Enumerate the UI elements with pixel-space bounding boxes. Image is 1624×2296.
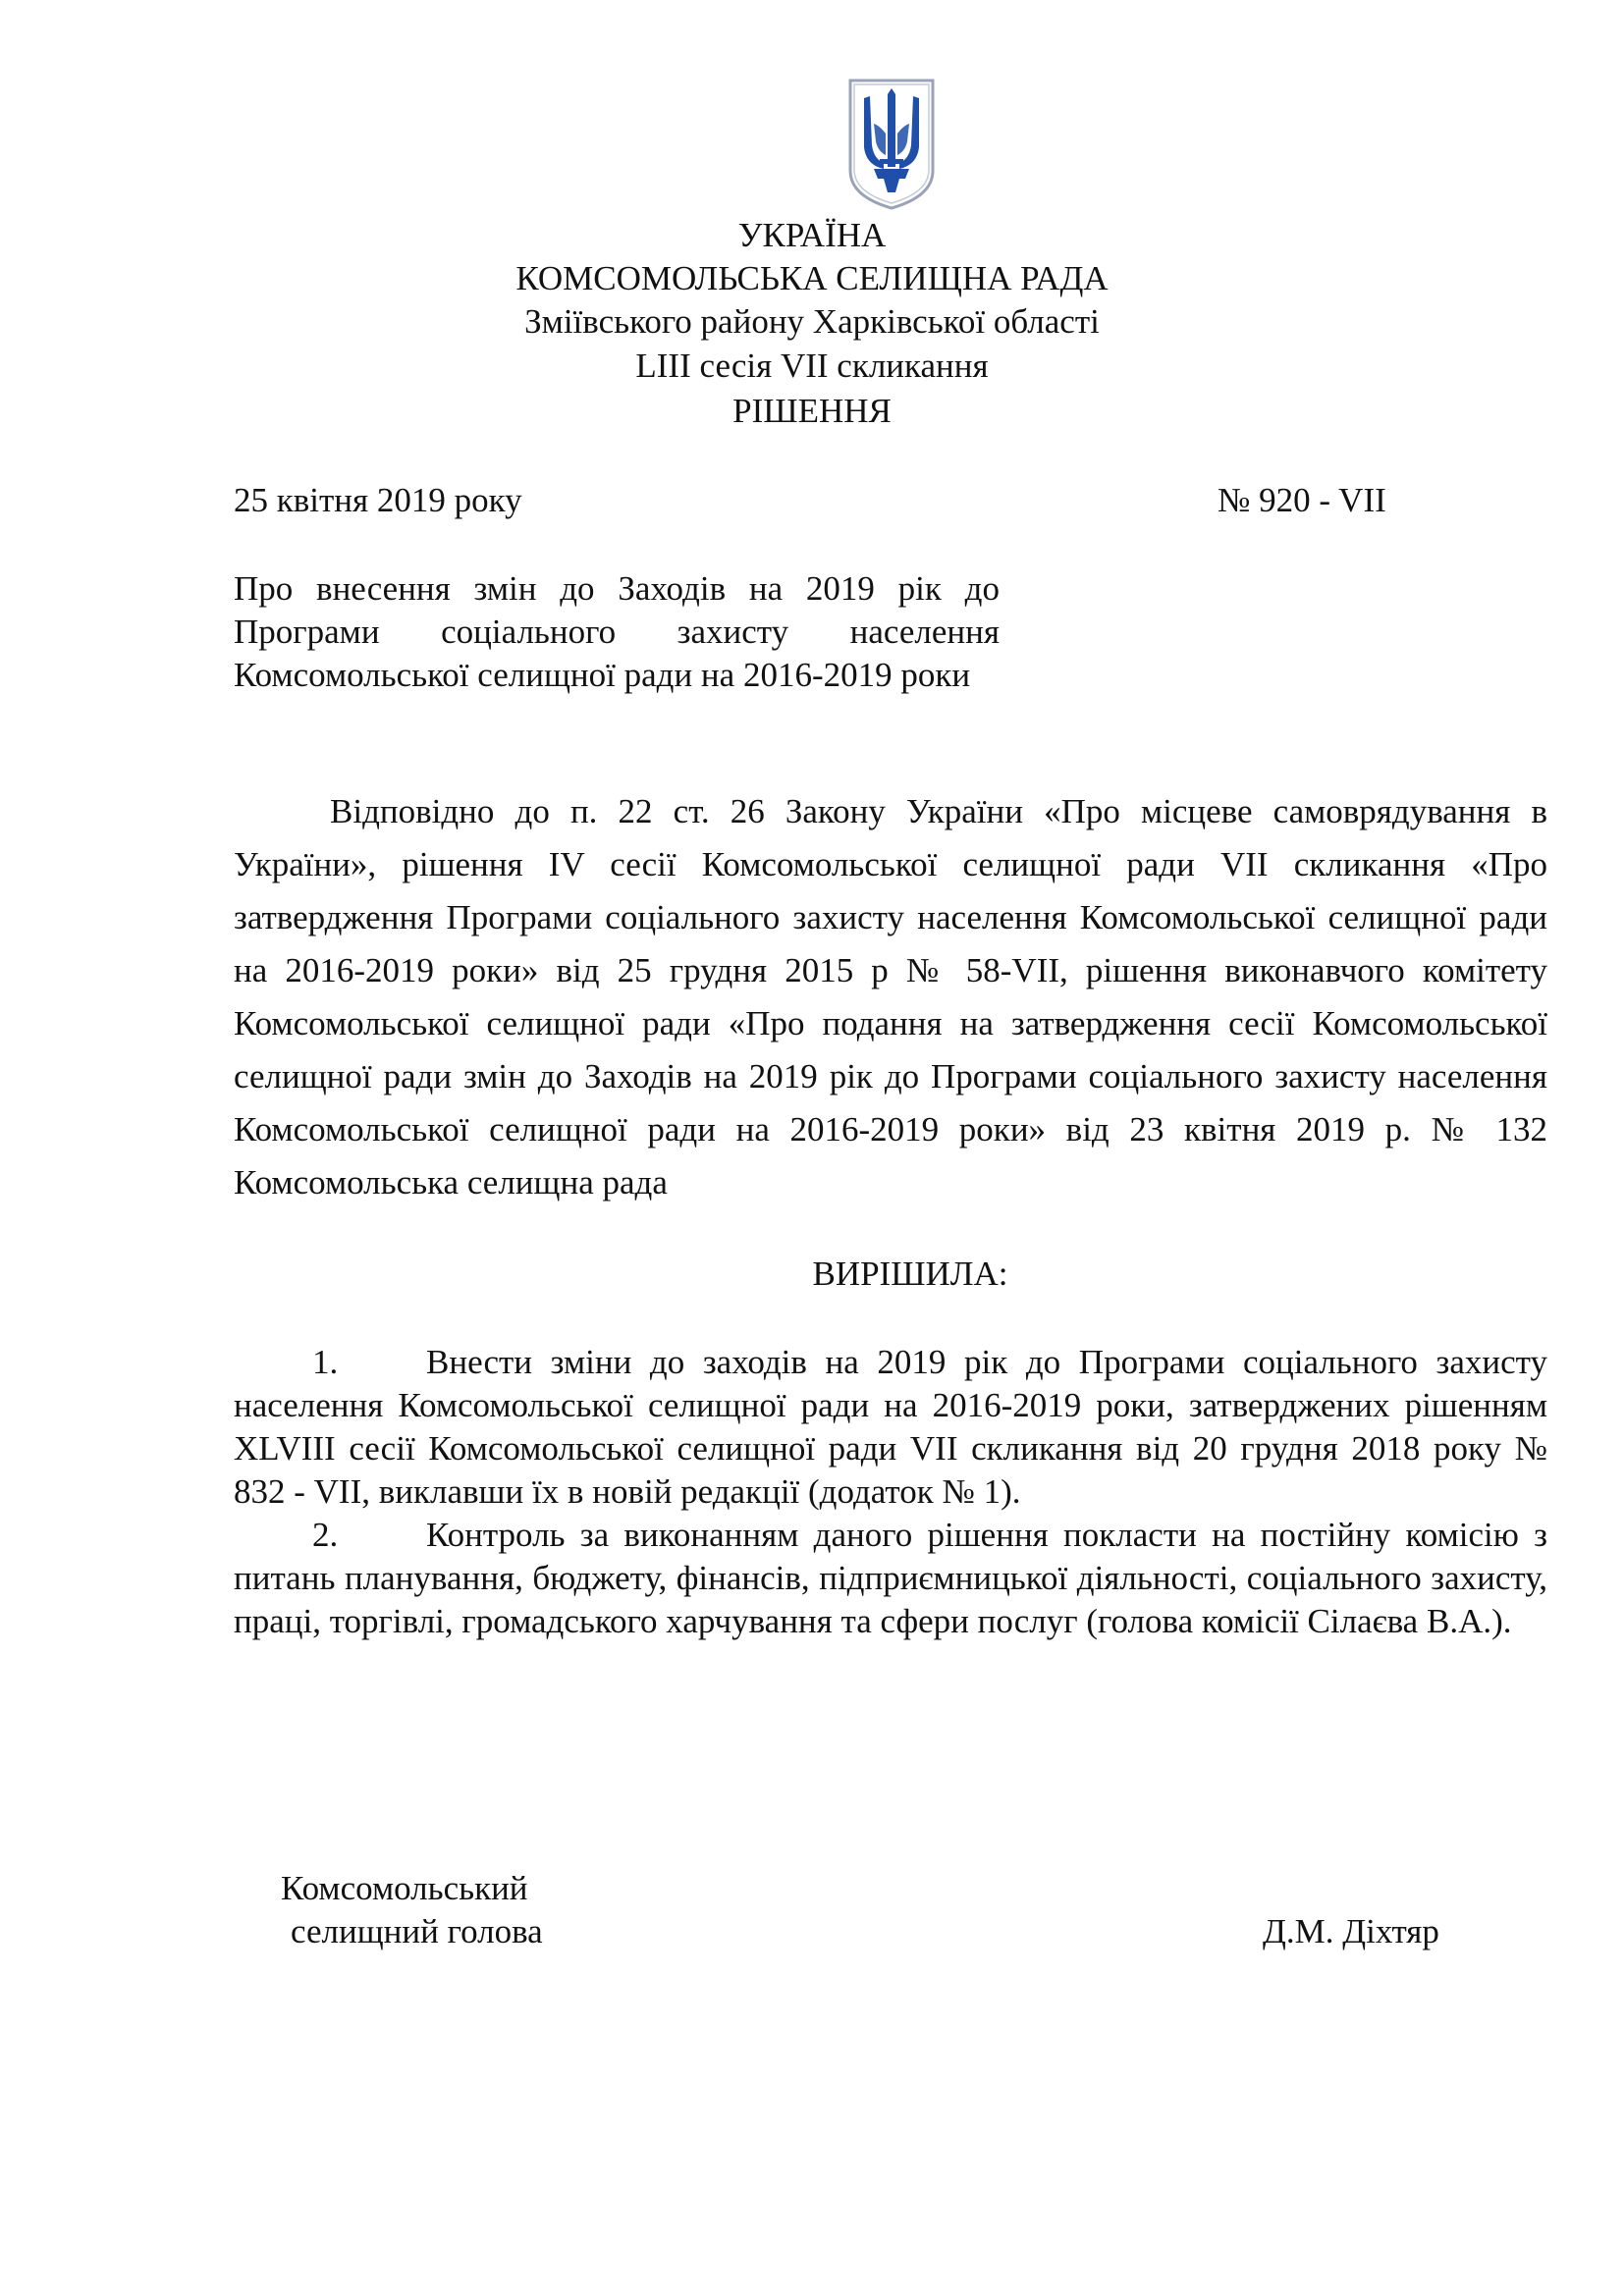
header-country: УКРАЇНА: [737, 216, 887, 254]
header-doc-type: РІШЕННЯ: [732, 392, 892, 430]
signatory-name: Д.М. Діхтяр: [1263, 1912, 1439, 1950]
item-text: Контроль за виконанням даного рішення покласти на постійну комісію з питань планування, бюджету, фінансів, підприємницької діяльності, соціального захисту, праці, торгівлі, громадського харчування та сфери послуг (голова комісії Сілаєва В.А.).: [234, 1516, 1547, 1640]
decision-number: № 920 - VII: [1218, 481, 1386, 519]
decision-subject: Про внесення змін до Заходів на 2019 рік до Програми соціального захисту населення Комсомольської селищної ради на 2016-2019 роки: [234, 569, 1000, 694]
item-number: 2.: [312, 1516, 339, 1554]
decision-items: [234, 1341, 1547, 1643]
item-number: 1.: [312, 1343, 339, 1381]
signatory-title-line1: Комсомольський: [281, 1869, 528, 1907]
decision-item-1: [234, 1341, 1547, 1514]
header-council: КОМСОМОЛЬСЬКА СЕЛИЩНА РАДА: [515, 259, 1109, 297]
header-district: Зміївського району Харківської області: [524, 302, 1100, 341]
signatory-title: [281, 1867, 543, 1953]
decision-item-2: [234, 1514, 1547, 1643]
signatory-title-line2: селищний голова: [291, 1912, 543, 1950]
preamble-paragraph: Відповідно до п. 22 ст. 26 Закону України «Про місцеве самоврядування в України», рішення IV сесії Комсомольської селищної ради VII скликання «Про затвердження Програми соціального захисту населення Комсомольської селищної ради на 2016-2019 роки» від 25 грудня 2015 р № 58-VII, рішення виконавчого комітету Комсомольської селищної ради «Про подання на затвердження сесії Комсомольської селищної ради змін до Заходів на 2019 рік до Програми соціального захисту населення Комсомольської селищної ради на 2016-2019 роки» від 23 квітня 2019 р. № 132 Комсомольська селищна рада: [234, 792, 1547, 1201]
decided-heading: ВИРІШИЛА:: [812, 1255, 1008, 1293]
decision-date: 25 квітня 2019 року: [234, 481, 522, 519]
header-session: LIII сесія VII скликання: [635, 347, 989, 385]
tryzub-coat-of-arms-icon: [844, 77, 939, 212]
item-text: Внести зміни до заходів на 2019 рік до Програми соціального захисту населення Комсомольської селищної ради на 2016-2019 роки, затверджених рішенням XLVIII сесії Комсомольської селищної ради VII скликання від 20 грудня 2018 року № 832 - VII, виклавши їх в новій редакції (додаток № 1).: [234, 1343, 1547, 1511]
